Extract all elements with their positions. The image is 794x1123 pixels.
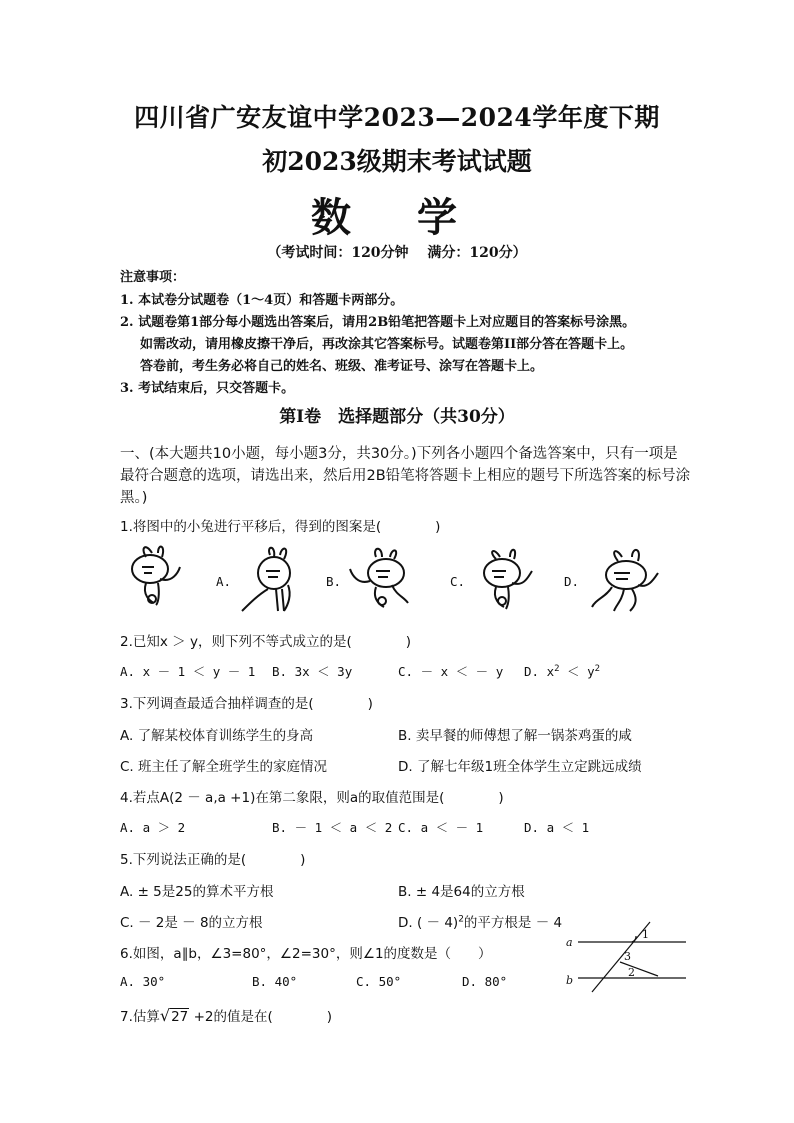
q1-option-d-label: D. (564, 574, 580, 589)
q3-option-d: D. 了解七年级1班全体学生立定跳远成绩 (398, 759, 642, 775)
rabbit-option-b-figure (346, 545, 418, 613)
notes-heading: 注意事项： (120, 270, 186, 285)
instructions-line-2: 最符合题意的选项，请选出来，然后用2B铅笔将答题卡上相应的题号下所选答案的标号涂 (120, 468, 691, 484)
instructions-line-3: 黑。) (120, 490, 148, 506)
q5-option-d-exp: 2 (458, 914, 464, 925)
q2-option-d-base: D. x (524, 664, 555, 679)
q2-stem: 2.已知x ＞ y，则下列不等式成立的是( ) (120, 634, 411, 650)
rabbit-option-c-figure (470, 545, 542, 613)
q7-stem (120, 1005, 332, 1025)
q3-option-b: B. 卖早餐的师傅想了解一锅茶鸡蛋的咸 (398, 728, 632, 744)
q1-option-b-label: B. (326, 574, 342, 589)
q5-option-d-rest: 的平方根是 － 4 (463, 915, 563, 931)
q5-option-d-base: D. ( － 4) (398, 915, 459, 931)
q7-radicand: 27 (171, 1009, 189, 1025)
q2-option-d (524, 662, 600, 680)
q5-stem: 5.下列说法正确的是( ) (120, 852, 306, 868)
exam-title-line1: 四川省广安友谊中学2023—2024学年度下期 (134, 103, 660, 132)
q6-option-a: A. 30° (120, 974, 166, 989)
q5-option-c: C. － 2是 － 8的立方根 (120, 915, 263, 931)
q2-option-a: A. x － 1 ＜ y － 1 (120, 664, 256, 679)
q6-option-b: B. 40° (252, 974, 298, 989)
notes-item-2: 2. 试题卷第1部分每小题选出答案后，请用2B铅笔把答题卡上对应题目的答案标号涂黑。 (120, 315, 636, 330)
q4-option-c: C. a ＜ － 1 (398, 820, 484, 835)
notes-item-3: 3. 考试结束后，只交答题卡。 (120, 381, 295, 396)
q1-option-c-label: C. (450, 574, 466, 589)
q6-stem: 6.如图，a∥b，∠3=80°，∠2=30°，则∠1的度数是（ ） (120, 946, 492, 962)
q5-option-a: A. ± 5是25的算术平方根 (120, 884, 274, 900)
subject-title: 数 学 (311, 194, 483, 241)
q1-option-a-label: A. (216, 574, 232, 589)
notes-item-2-cont: 如需改动，请用橡皮擦干净后，再改涂其它答案标号。试题卷第II部分答在答题卡上。 (140, 337, 634, 352)
q5-option-d (398, 911, 562, 931)
q3-stem: 3.下列调查最适合抽样调查的是( ) (120, 696, 373, 712)
q5-option-b: B. ± 4是64的立方根 (398, 884, 525, 900)
q2-option-b: B. 3x ＜ 3y (272, 664, 353, 679)
q2-option-d-exp2: 2 (594, 663, 601, 674)
line-a-label: a (566, 936, 573, 949)
q2-option-d-mid: ＜ y (559, 664, 595, 679)
rabbit-option-a-figure (238, 545, 308, 613)
q4-option-b: B. － 1 ＜ a ＜ 2 (272, 820, 393, 835)
section-title: 第Ⅰ卷 选择题部分（共30分） (279, 407, 515, 427)
notes-item-1: 1. 本试卷分试题卷（1～4页）和答题卡两部分。 (120, 293, 404, 308)
angle-1-label: 1 (642, 928, 649, 941)
notes-item-2-cont2: 答卷前，考生务必将自己的姓名、班级、准考证号、涂写在答题卡上。 (140, 359, 544, 374)
q1-stem: 1.将图中的小兔进行平移后，得到的图案是( ) (120, 519, 441, 535)
q6-option-c: C. 50° (356, 974, 402, 989)
angle-3-label: 3 (624, 950, 631, 963)
rabbit-original-figure (122, 543, 192, 609)
q6-option-d: D. 80° (462, 974, 508, 989)
instructions-line-1: 一、(本大题共10小题，每小题3分，共30分。)下列各小题四个备选答案中，只有一项是 (120, 446, 678, 462)
rabbit-option-d-figure (586, 545, 666, 613)
line-b-label: b (566, 974, 574, 987)
exam-title-line2: 初2023级期末考试试题 (262, 147, 532, 176)
angle-2-label: 2 (628, 966, 635, 979)
q4-stem: 4.若点A(2 － a,a +1)在第二象限，则a的取值范围是( ) (120, 790, 504, 806)
sqrt-icon: √ (159, 1006, 171, 1025)
q4-option-a: A. a ＞ 2 (120, 820, 186, 835)
parallel-lines-figure (562, 920, 692, 996)
q3-option-a: A. 了解某校体育训练学生的身高 (120, 728, 314, 744)
exam-info: （考试时间：120分钟 满分：120分） (267, 245, 527, 261)
q2-option-d-exp1: 2 (554, 663, 560, 674)
q3-option-c: C. 班主任了解全班学生的家庭情况 (120, 759, 328, 775)
q7-stem-pre: 7.估算 (120, 1009, 160, 1025)
q7-stem-post: +2的值是在( ) (189, 1009, 333, 1025)
q4-option-d: D. a ＜ 1 (524, 820, 590, 835)
q2-option-c: C. － x ＜ － y (398, 664, 504, 679)
